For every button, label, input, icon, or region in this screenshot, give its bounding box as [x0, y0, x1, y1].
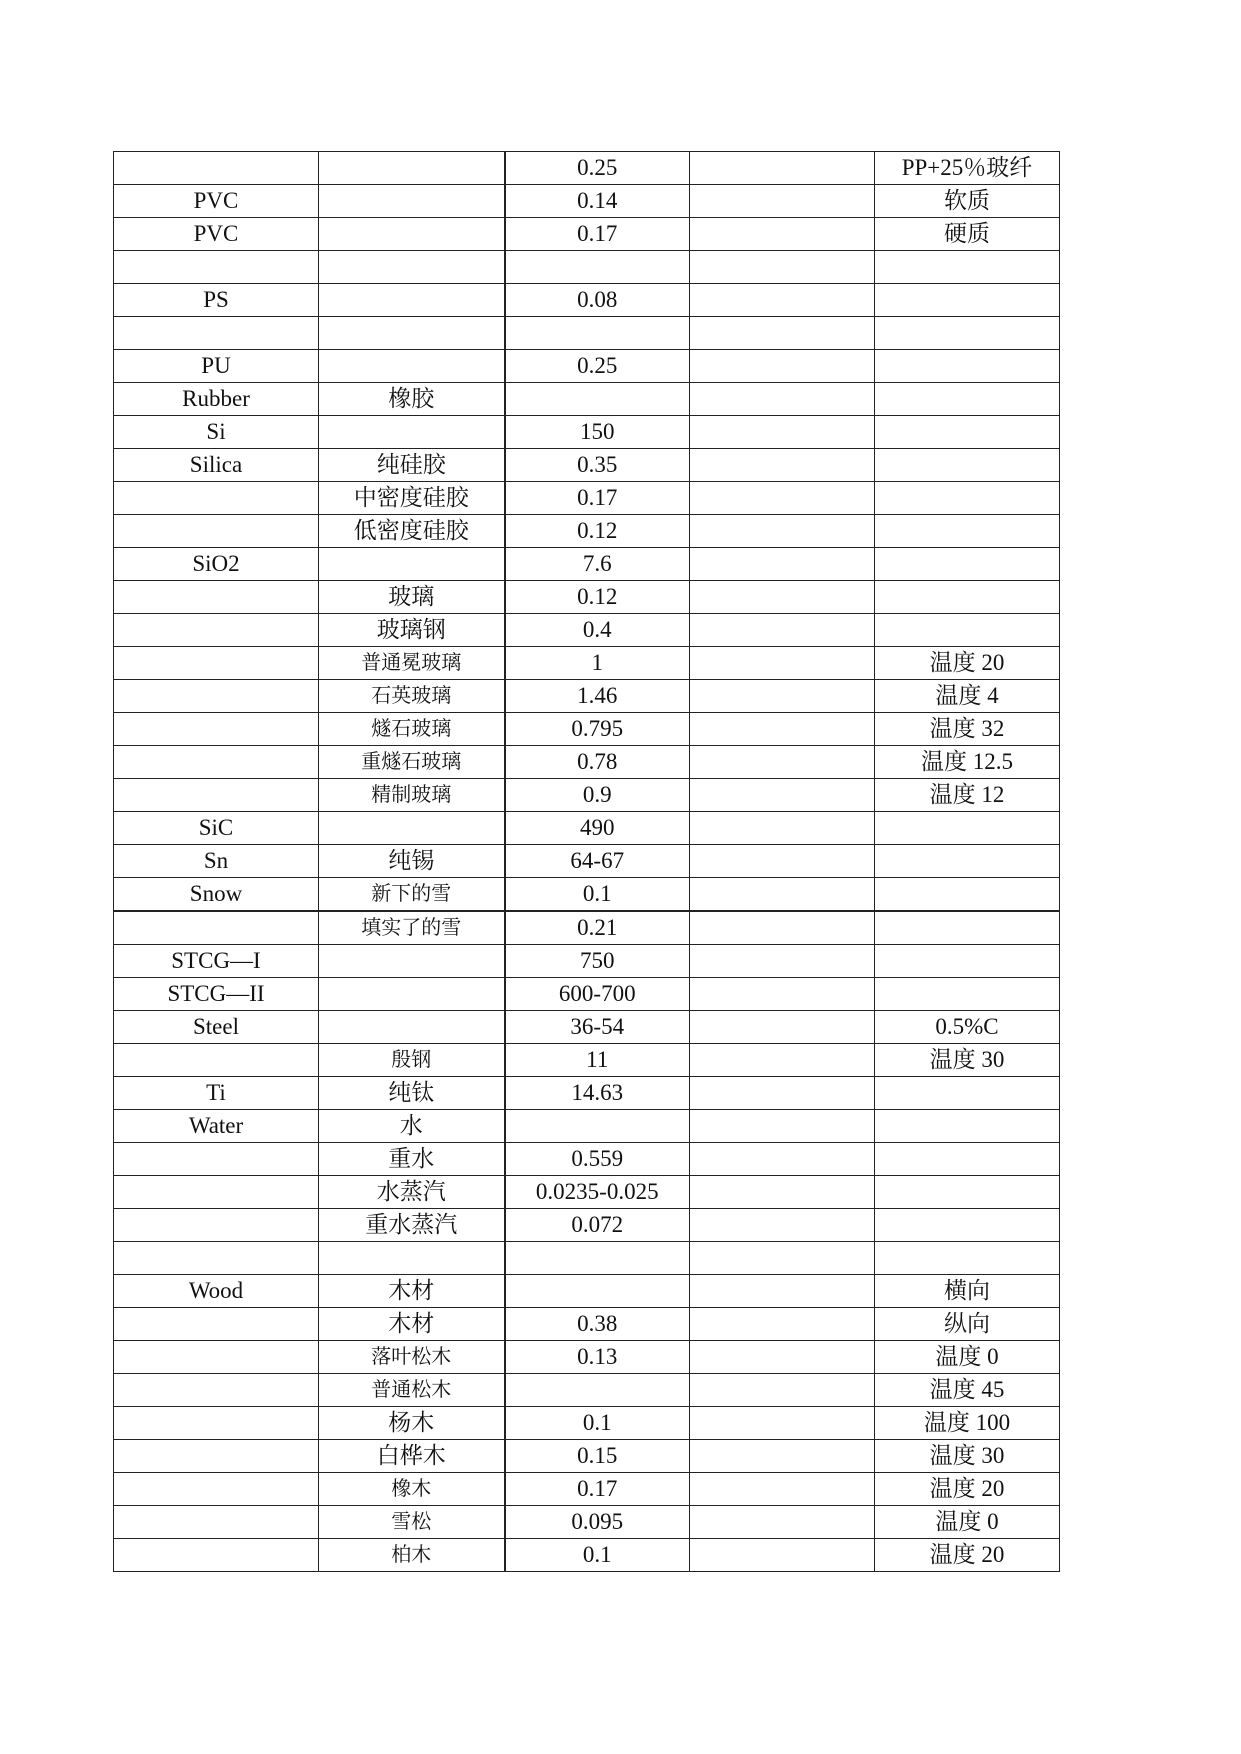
table-cell-col-1: [114, 1506, 319, 1539]
table-cell-col-3: 36-54: [505, 1011, 690, 1044]
table-cell-col-1: [114, 515, 319, 548]
table-row: [114, 1539, 1060, 1572]
table-cell-col-5: 温度 20: [875, 1539, 1060, 1572]
table-cell-col-5: [875, 1143, 1060, 1176]
table-row: [114, 978, 1060, 1011]
table-row: [114, 1209, 1060, 1242]
table-row: [114, 350, 1060, 383]
table-cell-col-2: 低密度硅胶: [319, 515, 505, 548]
table-cell-col-3: [505, 1110, 690, 1143]
table-cell-col-4: [690, 251, 875, 284]
table-row: [114, 383, 1060, 416]
table-cell-col-4: [690, 978, 875, 1011]
table-cell-col-1: [114, 1209, 319, 1242]
table-cell-col-5: 温度 12.5: [875, 746, 1060, 779]
table-cell-col-5: [875, 911, 1060, 945]
table-cell-col-4: [690, 1308, 875, 1341]
table-cell-col-4: [690, 614, 875, 647]
table-row: [114, 1308, 1060, 1341]
table-cell-col-2: 中密度硅胶: [319, 482, 505, 515]
table-row: [114, 1011, 1060, 1044]
table-cell-col-3: 0.559: [505, 1143, 690, 1176]
table-cell-col-4: [690, 812, 875, 845]
table-row: [114, 647, 1060, 680]
table-cell-col-3: 0.0235-0.025: [505, 1176, 690, 1209]
table-cell-col-2: 填实了的雪: [319, 911, 505, 945]
table-cell-col-2: 重水蒸汽: [319, 1209, 505, 1242]
table-cell-col-5: [875, 614, 1060, 647]
table-cell-col-1: [114, 779, 319, 812]
table-cell-col-4: [690, 185, 875, 218]
table-cell-col-4: [690, 1275, 875, 1308]
table-cell-col-2: [319, 945, 505, 978]
table-cell-col-1: PS: [114, 284, 319, 317]
table-cell-col-2: 白桦木: [319, 1440, 505, 1473]
table-cell-col-2: 普通冕玻璃: [319, 647, 505, 680]
table-row: [114, 680, 1060, 713]
table-cell-col-5: [875, 548, 1060, 581]
table-cell-col-4: [690, 1473, 875, 1506]
table-cell-col-1: Water: [114, 1110, 319, 1143]
table-cell-col-4: [690, 1143, 875, 1176]
table-cell-col-4: [690, 581, 875, 614]
table-cell-col-5: 温度 30: [875, 1440, 1060, 1473]
table-row: [114, 1374, 1060, 1407]
table-cell-col-1: [114, 1242, 319, 1275]
table-cell-col-4: [690, 878, 875, 912]
table-row: [114, 1440, 1060, 1473]
table-cell-col-1: [114, 1539, 319, 1572]
table-cell-col-1: Sn: [114, 845, 319, 878]
table-row: [114, 581, 1060, 614]
table-row: [114, 779, 1060, 812]
table-cell-col-5: 温度 0: [875, 1506, 1060, 1539]
table-cell-col-5: [875, 1110, 1060, 1143]
table-cell-col-5: [875, 1176, 1060, 1209]
table-row: [114, 152, 1060, 185]
table-cell-col-1: [114, 1044, 319, 1077]
table-row: [114, 251, 1060, 284]
table-cell-col-3: 0.1: [505, 878, 690, 912]
table-cell-col-2: 木材: [319, 1308, 505, 1341]
table-cell-col-3: [505, 1242, 690, 1275]
table-row: [114, 185, 1060, 218]
table-cell-col-2: 普通松木: [319, 1374, 505, 1407]
table-cell-col-2: 纯硅胶: [319, 449, 505, 482]
table-cell-col-5: PP+25％玻纤: [875, 152, 1060, 185]
table-cell-col-5: 温度 30: [875, 1044, 1060, 1077]
table-cell-col-2: 燧石玻璃: [319, 713, 505, 746]
table-cell-col-3: 1.46: [505, 680, 690, 713]
table-cell-col-3: 0.4: [505, 614, 690, 647]
table-cell-col-5: 温度 20: [875, 1473, 1060, 1506]
table-cell-col-5: 软质: [875, 185, 1060, 218]
table-cell-col-2: 纯锡: [319, 845, 505, 878]
table-cell-col-2: 殷钢: [319, 1044, 505, 1077]
table-cell-col-2: [319, 812, 505, 845]
table-cell-col-2: [319, 548, 505, 581]
table-cell-col-4: [690, 746, 875, 779]
table-cell-col-2: [319, 1011, 505, 1044]
table-cell-col-4: [690, 1044, 875, 1077]
table-cell-col-1: [114, 251, 319, 284]
table-cell-col-2: 落叶松木: [319, 1341, 505, 1374]
table-cell-col-2: 水蒸汽: [319, 1176, 505, 1209]
table-row: [114, 878, 1060, 912]
table-cell-col-2: [319, 218, 505, 251]
table-cell-col-2: [319, 152, 505, 185]
material-data-table: [113, 151, 1060, 1572]
table-cell-col-2: 纯钛: [319, 1077, 505, 1110]
table-cell-col-2: 石英玻璃: [319, 680, 505, 713]
table-row: [114, 482, 1060, 515]
table-cell-col-5: 0.5%C: [875, 1011, 1060, 1044]
table-cell-col-2: [319, 978, 505, 1011]
table-cell-col-2: 雪松: [319, 1506, 505, 1539]
table-cell-col-3: 0.25: [505, 152, 690, 185]
table-cell-col-4: [690, 845, 875, 878]
table-cell-col-1: [114, 1374, 319, 1407]
table-row: [114, 911, 1060, 945]
table-cell-col-5: [875, 581, 1060, 614]
table-cell-col-2: 柏木: [319, 1539, 505, 1572]
table-cell-col-5: [875, 845, 1060, 878]
table-cell-col-3: 0.14: [505, 185, 690, 218]
table-cell-col-3: 64-67: [505, 845, 690, 878]
table-cell-col-3: 0.12: [505, 515, 690, 548]
table-cell-col-3: [505, 317, 690, 350]
table-cell-col-5: [875, 449, 1060, 482]
table-cell-col-5: [875, 251, 1060, 284]
table-cell-col-2: [319, 350, 505, 383]
table-cell-col-4: [690, 1539, 875, 1572]
table-cell-col-4: [690, 647, 875, 680]
table-cell-col-4: [690, 1011, 875, 1044]
table-cell-col-2: 橡胶: [319, 383, 505, 416]
table-cell-col-1: [114, 317, 319, 350]
table-cell-col-1: Wood: [114, 1275, 319, 1308]
table-cell-col-2: 重燧石玻璃: [319, 746, 505, 779]
table-cell-col-1: STCG—I: [114, 945, 319, 978]
table-cell-col-2: 玻璃钢: [319, 614, 505, 647]
table-cell-col-1: [114, 1308, 319, 1341]
table-row: [114, 713, 1060, 746]
table-cell-col-1: Snow: [114, 878, 319, 912]
table-cell-col-3: 0.12: [505, 581, 690, 614]
table-cell-col-4: [690, 1374, 875, 1407]
table-cell-col-1: [114, 1440, 319, 1473]
table-row: [114, 1077, 1060, 1110]
table-cell-col-2: 水: [319, 1110, 505, 1143]
table-cell-col-5: [875, 812, 1060, 845]
table-cell-col-2: 玻璃: [319, 581, 505, 614]
table-cell-col-4: [690, 1077, 875, 1110]
table-cell-col-4: [690, 515, 875, 548]
table-cell-col-1: SiO2: [114, 548, 319, 581]
table-cell-col-1: [114, 482, 319, 515]
table-cell-col-1: [114, 713, 319, 746]
table-cell-col-3: 150: [505, 416, 690, 449]
table-cell-col-3: 0.1: [505, 1539, 690, 1572]
table-cell-col-4: [690, 911, 875, 945]
table-row: [114, 1473, 1060, 1506]
table-cell-col-1: [114, 581, 319, 614]
table-cell-col-1: [114, 680, 319, 713]
table-cell-col-4: [690, 1506, 875, 1539]
table-cell-col-4: [690, 680, 875, 713]
table-row: [114, 746, 1060, 779]
table-cell-col-4: [690, 449, 875, 482]
table-row: [114, 1242, 1060, 1275]
table-cell-col-3: 0.25: [505, 350, 690, 383]
table-cell-col-3: 0.795: [505, 713, 690, 746]
table-cell-col-5: [875, 350, 1060, 383]
table-cell-col-3: 0.08: [505, 284, 690, 317]
table-cell-col-1: PU: [114, 350, 319, 383]
table-row: [114, 1044, 1060, 1077]
table-cell-col-5: [875, 317, 1060, 350]
table-cell-col-2: [319, 185, 505, 218]
table-cell-col-2: 橡木: [319, 1473, 505, 1506]
table-row: [114, 1143, 1060, 1176]
table-cell-col-1: [114, 1176, 319, 1209]
table-cell-col-4: [690, 383, 875, 416]
table-cell-col-5: 硬质: [875, 218, 1060, 251]
table-cell-col-3: 0.095: [505, 1506, 690, 1539]
table-cell-col-3: 0.17: [505, 218, 690, 251]
table-cell-col-1: [114, 746, 319, 779]
table-row: [114, 449, 1060, 482]
table-cell-col-3: 0.13: [505, 1341, 690, 1374]
table-cell-col-3: 0.072: [505, 1209, 690, 1242]
table-cell-col-4: [690, 945, 875, 978]
table-cell-col-3: 0.35: [505, 449, 690, 482]
table-row: [114, 614, 1060, 647]
table-cell-col-1: Steel: [114, 1011, 319, 1044]
table-cell-col-5: [875, 978, 1060, 1011]
table-cell-col-5: 温度 0: [875, 1341, 1060, 1374]
table-row: [114, 845, 1060, 878]
table-cell-col-3: 0.1: [505, 1407, 690, 1440]
table-cell-col-3: [505, 251, 690, 284]
table-cell-col-1: [114, 1407, 319, 1440]
table-row: [114, 1275, 1060, 1308]
table-cell-col-3: [505, 383, 690, 416]
table-cell-col-3: 600-700: [505, 978, 690, 1011]
table-row: [114, 548, 1060, 581]
table-cell-col-1: [114, 911, 319, 945]
table-row: [114, 1110, 1060, 1143]
table-cell-col-5: [875, 1242, 1060, 1275]
table-cell-col-3: 0.17: [505, 482, 690, 515]
table-cell-col-1: Silica: [114, 449, 319, 482]
table-cell-col-3: [505, 1374, 690, 1407]
table-cell-col-4: [690, 284, 875, 317]
table-cell-col-1: [114, 1473, 319, 1506]
table-cell-col-2: [319, 284, 505, 317]
table-cell-col-1: STCG—II: [114, 978, 319, 1011]
table-row: [114, 515, 1060, 548]
table-cell-col-4: [690, 152, 875, 185]
table-cell-col-4: [690, 218, 875, 251]
table-cell-col-4: [690, 1209, 875, 1242]
table-cell-col-5: [875, 383, 1060, 416]
table-cell-col-3: 0.15: [505, 1440, 690, 1473]
table-cell-col-1: [114, 614, 319, 647]
table-cell-col-4: [690, 1242, 875, 1275]
table-cell-col-5: [875, 416, 1060, 449]
table-cell-col-2: [319, 251, 505, 284]
table-cell-col-4: [690, 548, 875, 581]
table-cell-col-2: 杨木: [319, 1407, 505, 1440]
table-cell-col-3: 0.17: [505, 1473, 690, 1506]
table-cell-col-4: [690, 1341, 875, 1374]
table-cell-col-4: [690, 416, 875, 449]
table-cell-col-2: [319, 416, 505, 449]
table-row: [114, 284, 1060, 317]
table-cell-col-1: [114, 1341, 319, 1374]
table-cell-col-5: [875, 1209, 1060, 1242]
table-cell-col-5: 温度 12: [875, 779, 1060, 812]
table-cell-col-2: 重水: [319, 1143, 505, 1176]
table-row: [114, 218, 1060, 251]
table-cell-col-1: [114, 152, 319, 185]
table-body: [114, 152, 1060, 1572]
table-cell-col-4: [690, 1440, 875, 1473]
table-cell-col-5: 温度 20: [875, 647, 1060, 680]
table-cell-col-3: 0.78: [505, 746, 690, 779]
table-cell-col-1: Rubber: [114, 383, 319, 416]
table-cell-col-3: 1: [505, 647, 690, 680]
table-cell-col-4: [690, 779, 875, 812]
table-cell-col-5: 纵向: [875, 1308, 1060, 1341]
table-row: [114, 945, 1060, 978]
table-cell-col-4: [690, 317, 875, 350]
table-cell-col-5: 温度 4: [875, 680, 1060, 713]
table-cell-col-5: [875, 482, 1060, 515]
table-cell-col-5: [875, 1077, 1060, 1110]
table-row: [114, 416, 1060, 449]
table-cell-col-1: Ti: [114, 1077, 319, 1110]
table-cell-col-2: [319, 1242, 505, 1275]
table-cell-col-2: 精制玻璃: [319, 779, 505, 812]
table-cell-col-5: 温度 45: [875, 1374, 1060, 1407]
table-row: [114, 1506, 1060, 1539]
table-cell-col-5: 横向: [875, 1275, 1060, 1308]
table-cell-col-2: [319, 317, 505, 350]
table-row: [114, 1176, 1060, 1209]
table-cell-col-4: [690, 1176, 875, 1209]
table-cell-col-3: 0.38: [505, 1308, 690, 1341]
table-cell-col-5: 温度 100: [875, 1407, 1060, 1440]
table-cell-col-3: 11: [505, 1044, 690, 1077]
table-cell-col-4: [690, 350, 875, 383]
table-cell-col-1: PVC: [114, 218, 319, 251]
table-row: [114, 1341, 1060, 1374]
table-cell-col-3: 490: [505, 812, 690, 845]
table-cell-col-3: 14.63: [505, 1077, 690, 1110]
table-row: [114, 317, 1060, 350]
table-cell-col-4: [690, 1110, 875, 1143]
table-cell-col-1: PVC: [114, 185, 319, 218]
table-cell-col-4: [690, 482, 875, 515]
table-cell-col-1: [114, 647, 319, 680]
table-row: [114, 812, 1060, 845]
table-cell-col-4: [690, 713, 875, 746]
table-cell-col-5: [875, 515, 1060, 548]
table-cell-col-5: 温度 32: [875, 713, 1060, 746]
table-cell-col-3: 0.9: [505, 779, 690, 812]
table-cell-col-5: [875, 878, 1060, 912]
table-row: [114, 1407, 1060, 1440]
table-cell-col-5: [875, 284, 1060, 317]
table-cell-col-3: 7.6: [505, 548, 690, 581]
table-cell-col-5: [875, 945, 1060, 978]
table-cell-col-4: [690, 1407, 875, 1440]
table-cell-col-2: 新下的雪: [319, 878, 505, 912]
table-cell-col-3: [505, 1275, 690, 1308]
table-cell-col-1: Si: [114, 416, 319, 449]
table-cell-col-3: 0.21: [505, 911, 690, 945]
table-cell-col-1: SiC: [114, 812, 319, 845]
table-cell-col-2: 木材: [319, 1275, 505, 1308]
table-cell-col-3: 750: [505, 945, 690, 978]
table-cell-col-1: [114, 1143, 319, 1176]
